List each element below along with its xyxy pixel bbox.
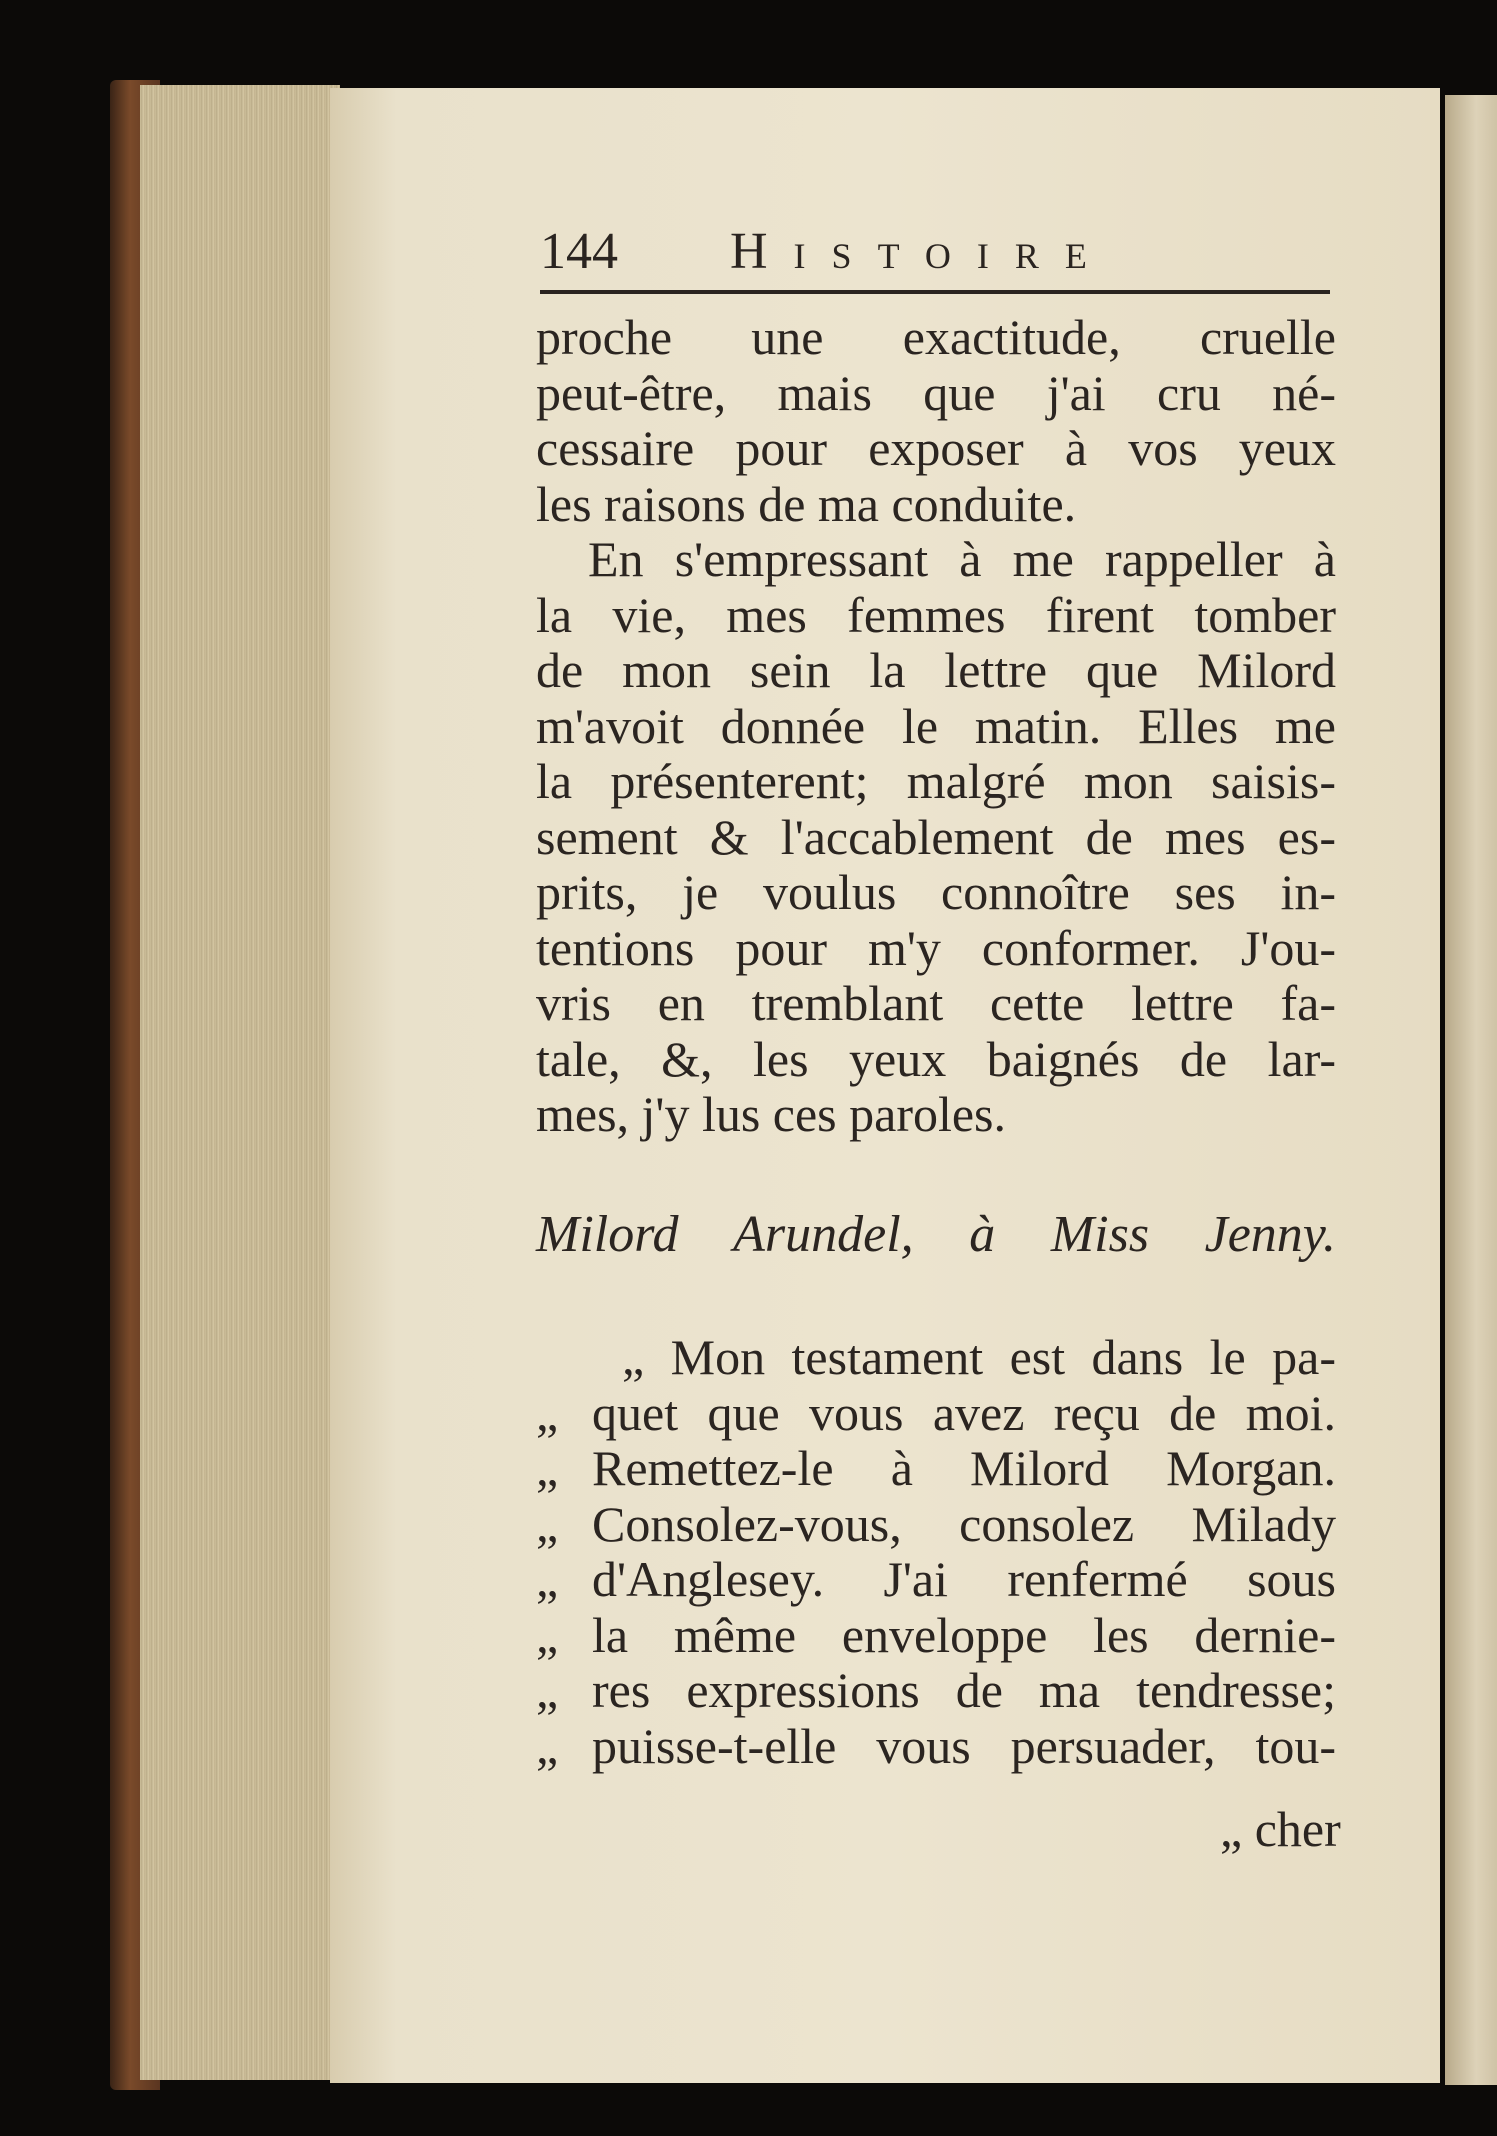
letter-line	[536, 1552, 1336, 1608]
letter-line-text: quet que vous avez reçu de moi.	[592, 1384, 1336, 1441]
page-edges	[140, 85, 340, 2080]
letter-line-text: la même enveloppe les dernie-	[592, 1606, 1336, 1663]
facing-page-edge	[1445, 95, 1497, 2085]
text-line: prits, je voulus connoître ses in-	[536, 864, 1336, 920]
letter-line-text: res expressions de ma tendresse;	[592, 1662, 1336, 1718]
quote-mark: „	[536, 1495, 559, 1552]
letter-line	[536, 1608, 1336, 1664]
text-line: de mon sein la lettre que Milord	[536, 642, 1336, 698]
quote-mark: „	[536, 1606, 559, 1663]
text-line: la vie, mes femmes firent tomber	[536, 586, 1336, 643]
quote-mark: „	[622, 1329, 645, 1385]
text-line: tentions pour m'y conformer. J'ou-	[536, 919, 1336, 976]
letter-line-text: Consolez-vous, consolez Milady	[592, 1495, 1336, 1552]
letter-line	[536, 1497, 1336, 1553]
paragraph-1	[536, 310, 1336, 532]
text-line: peut-être, mais que j'ai cru né-	[536, 364, 1336, 421]
catchword: „ cher	[1220, 1801, 1341, 1857]
quote-mark: „	[536, 1551, 559, 1607]
text-line: sement & l'accablement de mes es-	[536, 808, 1336, 865]
letter-line-text: „ Mon testament est dans le pa-	[622, 1329, 1336, 1385]
quote-mark: „	[536, 1384, 559, 1441]
text-line: m'avoit donnée le matin. Elles me	[536, 697, 1336, 754]
page-number: 144	[540, 223, 618, 280]
text-line: tale, &, les yeux baignés de lar-	[536, 1030, 1336, 1087]
letter-line	[536, 1719, 1336, 1775]
letter-line-text: d'Anglesey. J'ai renfermé sous	[592, 1551, 1336, 1607]
letter-line	[536, 1663, 1336, 1719]
text-line: vris en tremblant cette lettre fa-	[536, 975, 1336, 1031]
letter-heading: Milord Arundel, à Miss Jenny.	[536, 1206, 1336, 1263]
text-line: les raisons de ma conduite.	[536, 475, 1077, 532]
letter-text	[536, 1330, 1336, 1774]
paragraph-2	[536, 532, 1336, 1143]
header-rule	[540, 290, 1330, 294]
quote-mark: „	[536, 1440, 559, 1496]
text-line: la présenterent; malgré mon saisis-	[536, 753, 1336, 809]
text-line: En s'empressant à me rappeller à	[588, 531, 1336, 587]
text-line: proche une exactitude, cruelle	[536, 309, 1336, 365]
running-title: Histoire	[730, 223, 1113, 280]
text-line: cessaire pour exposer à vos yeux	[536, 420, 1336, 476]
letter-line-text: Remettez-le à Milord Morgan.	[592, 1440, 1336, 1496]
letter-line-text: puisse-t-elle vous persuader, tou-	[592, 1717, 1336, 1774]
letter-line	[536, 1330, 1336, 1386]
page-header	[540, 216, 1330, 286]
quote-mark: „	[536, 1717, 559, 1774]
letter-line	[536, 1441, 1336, 1497]
text-line: mes, j'y lus ces paroles.	[536, 1086, 1007, 1142]
letter-line	[536, 1386, 1336, 1442]
quote-mark: „	[536, 1662, 559, 1718]
